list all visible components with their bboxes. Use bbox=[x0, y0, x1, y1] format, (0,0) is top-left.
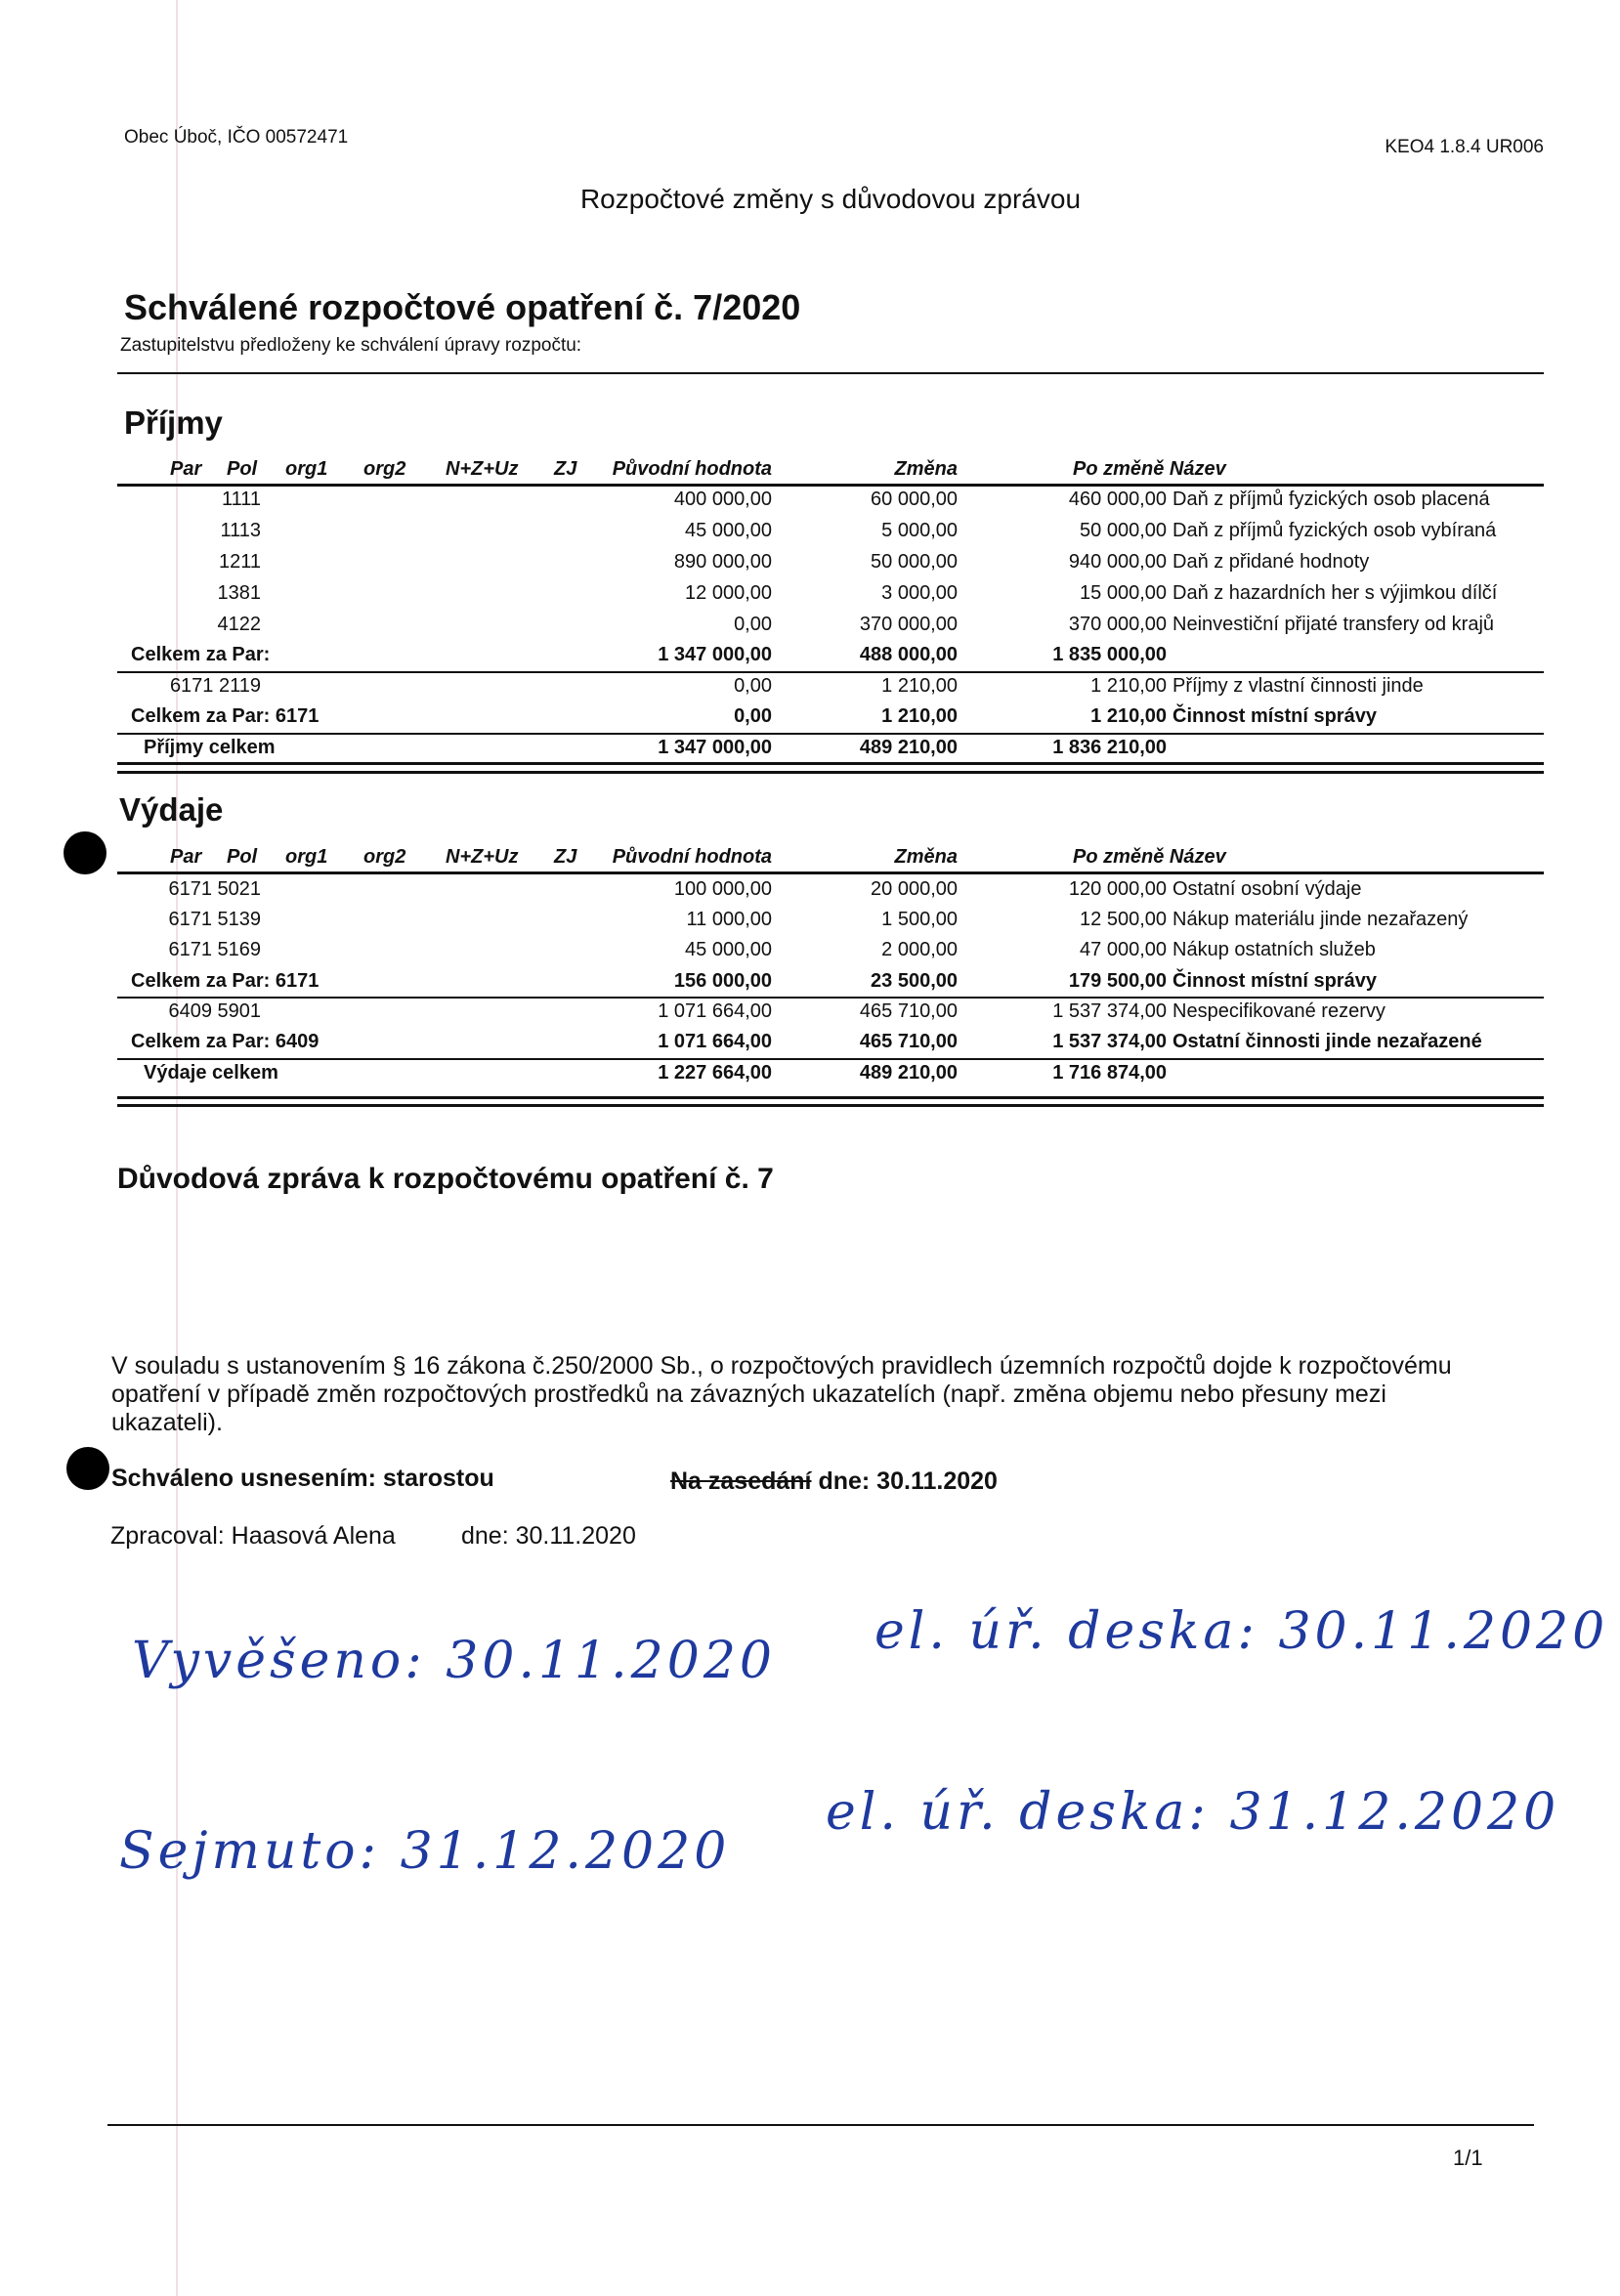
original-value: 1 227 664,00 bbox=[658, 1062, 772, 1084]
change-value: 60 000,00 bbox=[871, 489, 958, 510]
row-label: Výdaje celkem bbox=[144, 1062, 278, 1084]
date-text: dne: 30.11.2020 bbox=[818, 1467, 998, 1495]
expenses-heading: Výdaje bbox=[119, 791, 224, 828]
punch-hole-mark bbox=[64, 831, 107, 874]
approval-date bbox=[670, 1467, 998, 1496]
column-header: Pol bbox=[227, 846, 258, 868]
item-name: Daň z příjmů fyzických osob vybíraná bbox=[1172, 520, 1497, 541]
header-rule bbox=[117, 484, 1544, 487]
prepared-by: Zpracoval: Haasová Alena bbox=[110, 1522, 396, 1550]
report-line: V souladu s ustanovením § 16 zákona č.250/2000 Sb., o rozpočtových pravidlech územních rozpočtů dojde k rozpočtovému bbox=[111, 1352, 1452, 1380]
change-value: 50 000,00 bbox=[871, 551, 958, 573]
after-value: 1 836 210,00 bbox=[1052, 737, 1167, 758]
after-value: 47 000,00 bbox=[1080, 939, 1167, 960]
column-header: Par bbox=[170, 846, 202, 868]
column-header: org2 bbox=[363, 458, 406, 480]
subtotal-rule bbox=[117, 671, 1544, 673]
change-value: 3 000,00 bbox=[881, 582, 958, 604]
prepared-date: dne: 30.11.2020 bbox=[461, 1522, 636, 1550]
original-value: 400 000,00 bbox=[673, 489, 772, 510]
original-value: 1 071 664,00 bbox=[658, 1000, 772, 1022]
handwritten-board-posted: el. úř. deska: 30.11.2020 bbox=[874, 1602, 1609, 1661]
change-value: 489 210,00 bbox=[859, 1062, 958, 1084]
org-label: Obec Úboč, IČO 00572471 bbox=[124, 127, 349, 148]
struck-text: Na zasedání bbox=[670, 1467, 812, 1495]
after-value: 1 537 374,00 bbox=[1052, 1031, 1167, 1052]
page-number: 1/1 bbox=[1453, 2146, 1483, 2170]
row-code: 1113 bbox=[220, 520, 261, 541]
row-code: 6171 2119 bbox=[169, 675, 261, 697]
column-header: Původní hodnota bbox=[612, 458, 772, 480]
approved-label: Schváleno usnesením: starostou bbox=[111, 1465, 494, 1492]
column-header: ZJ bbox=[554, 458, 577, 480]
after-value: 50 000,00 bbox=[1080, 520, 1167, 541]
document-title: Rozpočtové změny s důvodovou zprávou bbox=[579, 184, 1082, 214]
header-rule bbox=[117, 872, 1544, 874]
item-name: Nespecifikované rezervy bbox=[1172, 1000, 1386, 1022]
total-rule bbox=[117, 762, 1544, 765]
subtotal-rule bbox=[117, 997, 1544, 999]
change-value: 5 000,00 bbox=[881, 520, 958, 541]
original-value: 1 071 664,00 bbox=[658, 1031, 772, 1052]
row-label: Celkem za Par: 6171 bbox=[131, 705, 320, 727]
measure-title: Schválené rozpočtové opatření č. 7/2020 bbox=[124, 287, 801, 327]
column-header: Pol bbox=[227, 458, 258, 480]
original-value: 12 000,00 bbox=[685, 582, 772, 604]
row-label: Celkem za Par: 6409 bbox=[131, 1031, 320, 1052]
punch-hole-mark bbox=[66, 1447, 109, 1490]
report-text bbox=[111, 1352, 1452, 1437]
after-value: 120 000,00 bbox=[1068, 878, 1167, 900]
item-name: Nákup materiálu jinde nezařazený bbox=[1172, 909, 1469, 930]
item-name: Neinvestiční přijaté transfery od krajů bbox=[1172, 614, 1495, 635]
after-value: 1 210,00 bbox=[1090, 705, 1167, 727]
original-value: 45 000,00 bbox=[685, 939, 772, 960]
report-heading: Důvodová zpráva k rozpočtovému opatření č. 7 bbox=[117, 1163, 774, 1195]
report-line: ukazateli). bbox=[111, 1409, 223, 1436]
item-name: Příjmy z vlastní činnosti jinde bbox=[1172, 675, 1424, 697]
column-header: org1 bbox=[285, 458, 328, 480]
item-name: Činnost místní správy bbox=[1172, 970, 1377, 992]
change-value: 1 210,00 bbox=[881, 705, 958, 727]
after-value: 15 000,00 bbox=[1080, 582, 1167, 604]
change-value: 2 000,00 bbox=[881, 939, 958, 960]
change-value: 465 710,00 bbox=[859, 1031, 958, 1052]
after-value: 940 000,00 bbox=[1068, 551, 1167, 573]
handwritten-posted: Vyvěšeno: 30.11.2020 bbox=[132, 1632, 777, 1690]
change-value: 370 000,00 bbox=[859, 614, 958, 635]
column-header: Změna bbox=[894, 458, 958, 480]
column-header: org2 bbox=[363, 846, 406, 868]
row-code: 6171 5021 bbox=[168, 878, 261, 900]
change-value: 20 000,00 bbox=[871, 878, 958, 900]
change-value: 465 710,00 bbox=[859, 1000, 958, 1022]
item-name: Nákup ostatních služeb bbox=[1172, 939, 1376, 960]
original-value: 0,00 bbox=[734, 614, 772, 635]
item-name: Ostatní činnosti jinde nezařazené bbox=[1172, 1031, 1482, 1052]
change-value: 23 500,00 bbox=[871, 970, 958, 992]
column-header: Po změně Název bbox=[1073, 846, 1226, 868]
divider bbox=[117, 372, 1544, 374]
report-line: opatření v případě změn rozpočtových prostředků na závazných ukazatelích (např. změna objemu nebo přesuny mezi bbox=[111, 1381, 1386, 1408]
handwritten-board-removed: el. úř. deska: 31.12.2020 bbox=[826, 1783, 1560, 1842]
handwritten-removed: Sejmuto: 31.12.2020 bbox=[119, 1822, 731, 1881]
row-code: 6409 5901 bbox=[168, 1000, 261, 1022]
column-header: Původní hodnota bbox=[612, 846, 772, 868]
row-code: 1211 bbox=[218, 551, 261, 573]
after-value: 12 500,00 bbox=[1080, 909, 1167, 930]
after-value: 370 000,00 bbox=[1068, 614, 1167, 635]
column-header: ZJ bbox=[554, 846, 577, 868]
column-header: Po změně Název bbox=[1073, 458, 1226, 480]
total-rule bbox=[117, 1096, 1544, 1099]
subtotal-rule bbox=[117, 1058, 1544, 1060]
total-rule bbox=[117, 771, 1544, 774]
row-code: 6171 5139 bbox=[168, 909, 261, 930]
after-value: 1 835 000,00 bbox=[1052, 644, 1167, 665]
item-name: Daň z hazardních her s výjimkou dílčí bbox=[1172, 582, 1498, 604]
row-code: 1111 bbox=[221, 489, 261, 510]
original-value: 0,00 bbox=[734, 705, 772, 727]
item-name: Daň z přidané hodnoty bbox=[1172, 551, 1370, 573]
row-code: 6171 5169 bbox=[168, 939, 261, 960]
change-value: 488 000,00 bbox=[859, 644, 958, 665]
item-name: Činnost místní správy bbox=[1172, 705, 1377, 727]
change-value: 489 210,00 bbox=[859, 737, 958, 758]
column-header: N+Z+Uz bbox=[446, 458, 519, 480]
after-value: 1 210,00 bbox=[1090, 675, 1167, 697]
original-value: 1 347 000,00 bbox=[658, 644, 772, 665]
change-value: 1 500,00 bbox=[881, 909, 958, 930]
original-value: 45 000,00 bbox=[685, 520, 772, 541]
original-value: 0,00 bbox=[734, 675, 772, 697]
column-header: Změna bbox=[894, 846, 958, 868]
subtotal-rule bbox=[117, 733, 1544, 735]
row-label: Příjmy celkem bbox=[144, 737, 276, 758]
footer-divider bbox=[107, 2124, 1534, 2126]
total-rule bbox=[117, 1104, 1544, 1107]
change-value: 1 210,00 bbox=[881, 675, 958, 697]
after-value: 179 500,00 bbox=[1068, 970, 1167, 992]
column-header: Par bbox=[170, 458, 202, 480]
original-value: 156 000,00 bbox=[673, 970, 772, 992]
after-value: 460 000,00 bbox=[1068, 489, 1167, 510]
original-value: 890 000,00 bbox=[673, 551, 772, 573]
after-value: 1 537 374,00 bbox=[1052, 1000, 1167, 1022]
income-heading: Příjmy bbox=[124, 404, 223, 441]
row-label: Celkem za Par: bbox=[131, 644, 271, 665]
item-name: Ostatní osobní výdaje bbox=[1172, 878, 1362, 900]
item-name: Daň z příjmů fyzických osob placená bbox=[1172, 489, 1490, 510]
column-header: org1 bbox=[285, 846, 328, 868]
version-label: KEO4 1.8.4 UR006 bbox=[1385, 137, 1544, 157]
after-value: 1 716 874,00 bbox=[1052, 1062, 1167, 1084]
original-value: 1 347 000,00 bbox=[658, 737, 772, 758]
row-code: 1381 bbox=[217, 582, 261, 604]
measure-subtitle: Zastupitelstvu předloženy ke schválení úpravy rozpočtu: bbox=[120, 335, 582, 356]
column-header: N+Z+Uz bbox=[446, 846, 519, 868]
row-code: 4122 bbox=[217, 614, 261, 635]
original-value: 11 000,00 bbox=[686, 909, 772, 930]
original-value: 100 000,00 bbox=[673, 878, 772, 900]
row-label: Celkem za Par: 6171 bbox=[131, 970, 320, 992]
